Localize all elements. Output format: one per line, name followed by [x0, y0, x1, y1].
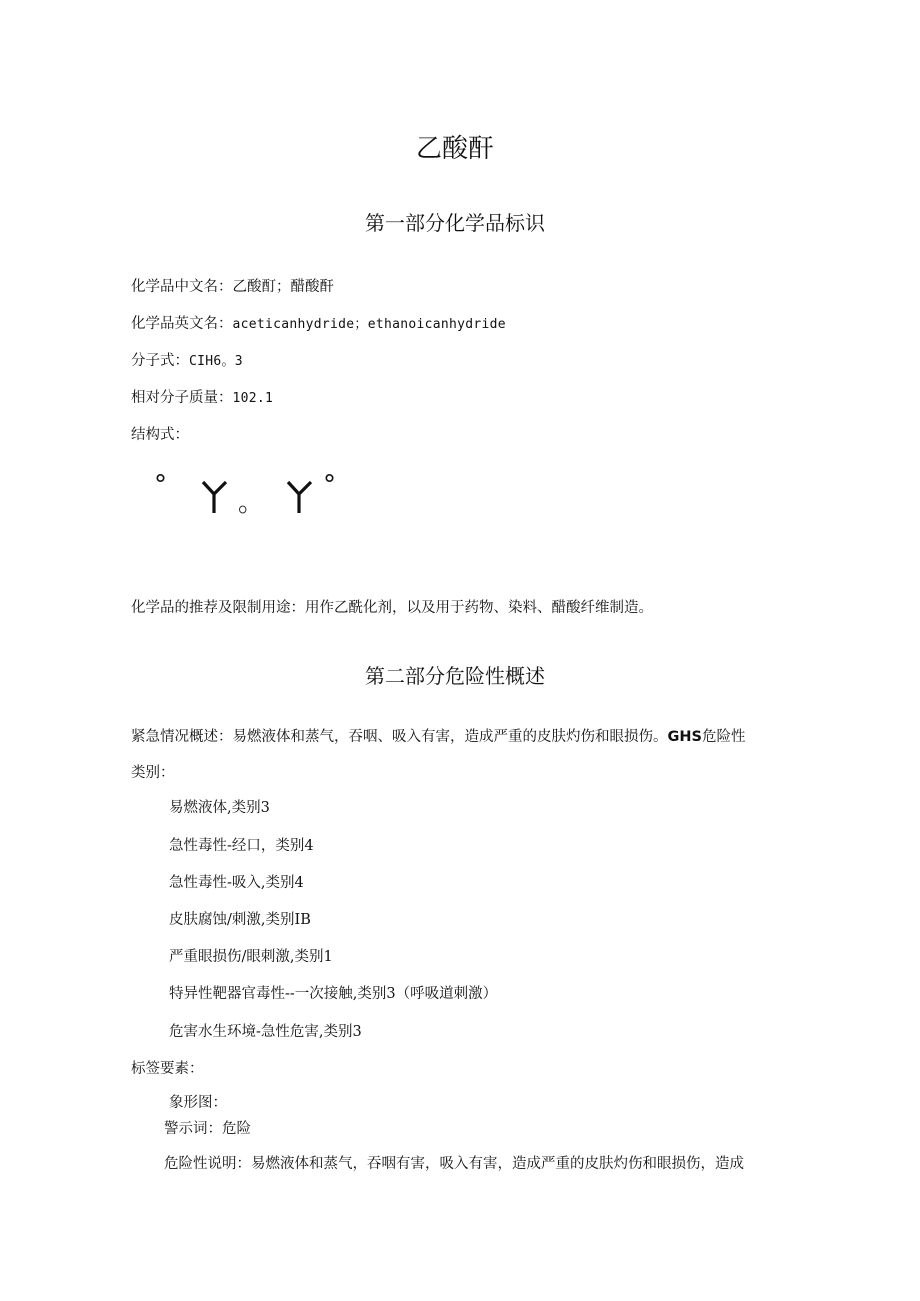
molecular-formula-label: 分子式：: [131, 353, 189, 369]
structure-glyph-3: 。: [238, 488, 265, 518]
molecular-formula: [131, 349, 243, 370]
hazard-class-1: 易燃液体,类别3: [169, 800, 270, 816]
emergency-overview-line2: 类别：: [131, 765, 175, 781]
ghs-label: GHS: [667, 729, 702, 745]
molecular-mass-value: 102.1: [232, 391, 274, 406]
hazard-class-2: 急性毒性-经口，类别4: [169, 838, 314, 854]
section-2-heading: 第二部分危险性概述: [365, 664, 545, 688]
section-1-heading: 第一部分化学品标识: [365, 211, 545, 235]
document-title: 乙酸酐: [416, 134, 495, 164]
english-name-value: aceticanhydride；ethanoicanhydride: [232, 317, 506, 332]
molecular-formula-value: CIH6。3: [189, 354, 243, 369]
molecular-mass: [131, 386, 273, 407]
hazard-class-6: 特异性靶器官毒性--一次接触,类别3（呼吸道刺激）: [169, 986, 498, 1002]
structure-glyph-5: °: [323, 470, 336, 500]
structural-formula: [150, 470, 350, 520]
english-name-label: 化学品英文名：: [131, 316, 233, 332]
structure-branch-2: [285, 480, 315, 514]
pictogram-label: 象形图：: [169, 1095, 227, 1111]
label-elements: 标签要素：: [131, 1061, 204, 1077]
emergency-overview: [131, 725, 745, 746]
molecular-mass-label: 相对分子质量：: [131, 390, 233, 406]
structure-branch-1: [200, 480, 230, 514]
recommended-usage: 化学品的推荐及限制用途：用作乙酰化剂，以及用于药物、染料、醋酸纤维制造。: [131, 600, 653, 616]
hazard-statement: 危险性说明：易燃液体和蒸气，吞咽有害，吸入有害，造成严重的皮肤灼伤和眼损伤，造成: [164, 1156, 744, 1172]
signal-word: 警示词：危险: [164, 1121, 251, 1137]
structure-glyph-1: °: [154, 470, 167, 500]
hazard-class-4: 皮肤腐蚀/刺激,类别IB: [169, 912, 311, 928]
emergency-overview-text: 紧急情况概述：易燃液体和蒸气，吞咽、吸入有害，造成严重的皮肤灼伤和眼损伤。: [131, 729, 668, 745]
emergency-overview-hazard: 危险性: [701, 729, 746, 745]
english-name: [131, 312, 506, 333]
hazard-class-7: 危害水生环境-急性危害,类别3: [169, 1024, 362, 1040]
chinese-name: 化学品中文名：乙酸酊；醋酸酐: [131, 279, 334, 295]
hazard-class-3: 急性毒性-吸入,类别4: [169, 875, 304, 891]
hazard-class-5: 严重眼损伤/眼刺激,类别1: [169, 949, 333, 965]
structure-label: 结构式：: [131, 427, 189, 443]
